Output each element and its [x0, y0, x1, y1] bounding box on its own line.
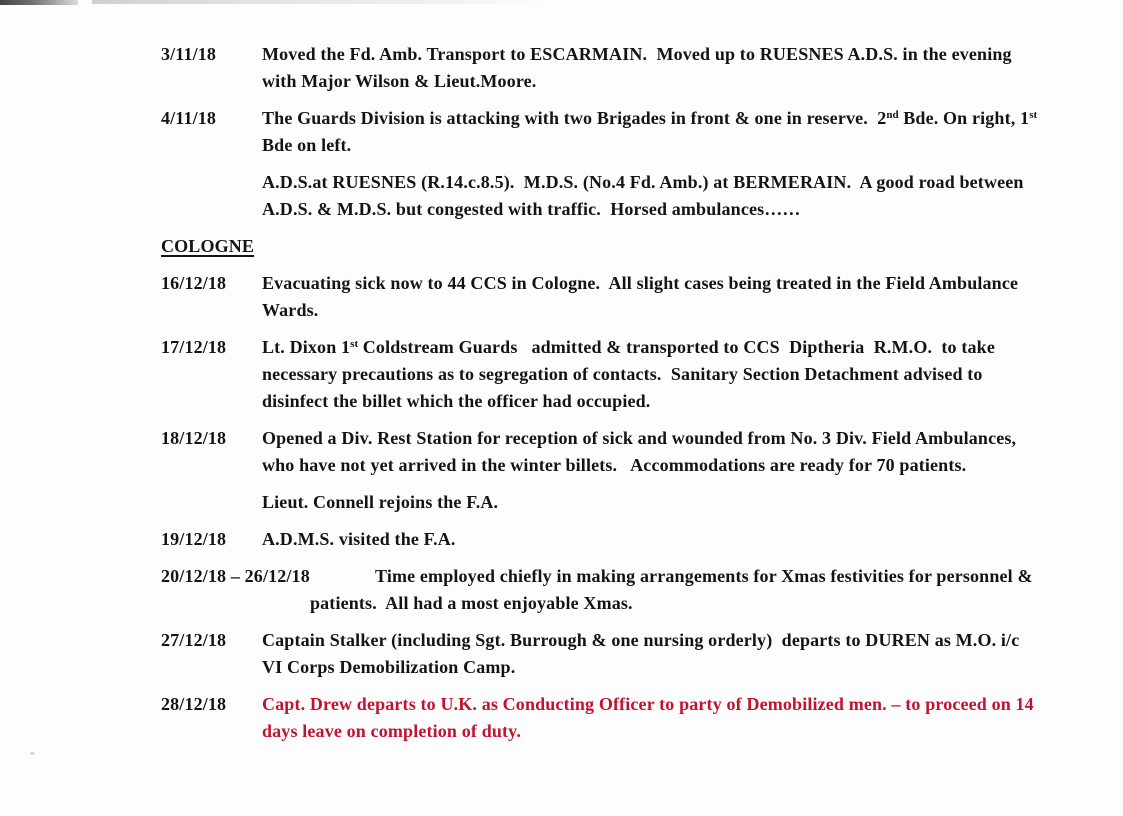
section-heading: COLOGNE [161, 236, 255, 256]
entry-text: Opened a Div. Rest Station for reception of sick and wounded from No. 3 Div. Field Ambulances, who have not yet arrived in the winter billets. Accommodations are ready for 70 patients. [262, 428, 1021, 475]
diary-entry-row [0, 489, 1123, 516]
diary-entry-row [0, 105, 1123, 159]
diary-entry-row [0, 334, 1123, 415]
entry-date: 16/12/18 [161, 273, 227, 293]
entry-date: 28/12/18 [161, 694, 227, 714]
entry-text: Time employed chiefly in making arrangements for Xmas festivities for personnel & patients. All had a most enjoyable Xmas. [310, 566, 1038, 613]
entry-text: The Guards Division is attacking with two Brigades in front & one in reserve. 2nd Bde. On right, 1st Bde on left. [262, 108, 1042, 155]
entry-date: 4/11/18 [161, 108, 217, 128]
entry-date: 17/12/18 [161, 337, 227, 357]
entry-text: A.D.M.S. visited the F.A. [262, 529, 456, 549]
entry-date: 18/12/18 [161, 428, 227, 448]
entry-date [161, 489, 262, 516]
entry-date: 20/12/18 – 26/12/18 [161, 566, 310, 586]
entry-text: Moved the Fd. Amb. Transport to ESCARMAIN. Moved up to RUESNES A.D.S. in the evening with Major Wilson & Lieut.Moore. [262, 44, 1017, 91]
diary-entry-row [0, 627, 1123, 681]
entry-text: A.D.S.at RUESNES (R.14.c.8.5). M.D.S. (No.4 Fd. Amb.) at BERMERAIN. A good road between A.D.S. & M.D.S. but congested with traffic. Horsed ambulances…… [262, 172, 1028, 219]
entry-date: 27/12/18 [161, 630, 227, 650]
diary-entry-row [0, 270, 1123, 324]
entry-text: Lieut. Connell rejoins the F.A. [262, 492, 499, 512]
diary-entries [0, 41, 1123, 755]
entry-text: Capt. Drew departs to U.K. as Conducting Officer to party of Demobilized men. – to proceed on 14 days leave on completion of duty. [262, 694, 1039, 741]
diary-entry-row [0, 425, 1123, 479]
diary-entry-row [0, 41, 1123, 95]
scan-edge-artifact-dark [0, 0, 78, 5]
entry-text: Evacuating sick now to 44 CCS in Cologne. All slight cases being treated in the Field Ambulance Wards. [262, 273, 1023, 320]
entry-text: Captain Stalker (including Sgt. Burrough & one nursing orderly) departs to DUREN as M.O. i/c VI Corps Demobilization Camp. [262, 630, 1024, 677]
diary-entry-row [0, 526, 1123, 553]
diary-entry-row [0, 691, 1123, 745]
diary-entry-row [0, 563, 1123, 617]
diary-entry-row [0, 169, 1123, 223]
entry-date [161, 169, 262, 223]
entry-date: 3/11/18 [161, 44, 217, 64]
entry-date: 19/12/18 [161, 529, 227, 549]
scan-edge-artifact-light [92, 0, 560, 4]
entry-text: Lt. Dixon 1st Coldstream Guards admitted & transported to CCS Diptheria R.M.O. to take necessary precautions as to segregation of contacts. Sanitary Section Detachment advised to disinfect the billet which the officer had occupied. [262, 337, 1000, 411]
